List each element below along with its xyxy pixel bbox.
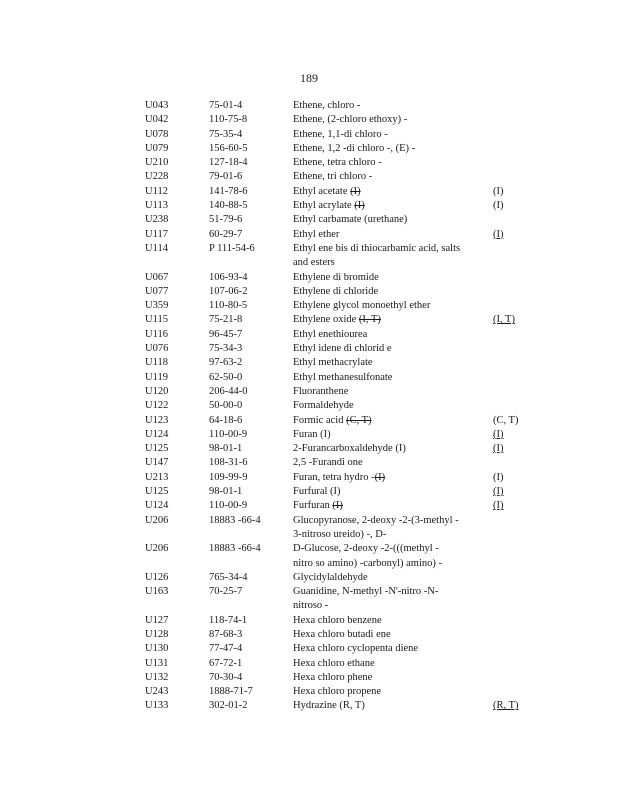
page-number: 189: [300, 71, 318, 85]
table-row: [0, 499, 618, 513]
substance-name: Ethyl enethiourea: [293, 328, 368, 340]
hazard-code: (I, T): [493, 314, 515, 326]
substance-name: Ethylene di bromide: [293, 271, 379, 283]
waste-code: U359: [145, 300, 169, 312]
table-row: [0, 271, 618, 285]
table-row: [0, 542, 618, 571]
table-row: [0, 685, 618, 699]
cas-number: 109-99-9: [209, 471, 248, 483]
cas-number: 67-72-1: [209, 657, 243, 669]
substance-name: Ethene, 1,1-di chloro -: [293, 128, 388, 140]
table-row: [0, 642, 618, 656]
waste-code: U125: [145, 443, 169, 455]
cas-number: 60-29-7: [209, 228, 243, 240]
cas-number: 79-01-6: [209, 171, 243, 183]
substance-name: Furan, tetra hydro -(I): [293, 471, 386, 483]
table-row: [0, 671, 618, 685]
substance-name: Ethene, (2-chloro ethoxy) -: [293, 114, 408, 126]
waste-code: U043: [145, 100, 169, 111]
substance-name: Ethyl methacrylate: [293, 357, 373, 369]
cas-number: 156-60-5: [209, 142, 248, 154]
table-row: [0, 313, 618, 327]
cas-number: 64-18-6: [209, 414, 243, 426]
substance-name: Hexa chloro cyclopenta diene: [293, 643, 419, 655]
struck-hazard-code: (C, T): [346, 414, 372, 426]
cas-number: 77-47-4: [209, 643, 243, 655]
cas-number: 70-30-4: [209, 671, 243, 683]
table-row: [0, 185, 618, 199]
struck-hazard-code: (I, T): [358, 314, 381, 326]
table-row: [0, 213, 618, 227]
table-row: [0, 471, 618, 485]
substance-name: Ethene, chloro -: [293, 100, 361, 111]
substance-name: Ethyl acrylate (I): [293, 200, 365, 212]
waste-code: U163: [145, 586, 169, 598]
hazard-code: (I): [493, 471, 504, 483]
cas-number: 18883 -66-4: [209, 514, 261, 526]
waste-code: U238: [145, 214, 169, 226]
substance-name: Guanidine, N-methyl -N'-nitro -N-: [293, 586, 439, 598]
waste-code: U131: [145, 657, 169, 669]
waste-code: U128: [145, 628, 169, 640]
table-row: [0, 128, 618, 142]
waste-code: U127: [145, 614, 169, 626]
table-row: [0, 328, 618, 342]
waste-code: U042: [145, 114, 169, 126]
cas-number: 50-00-0: [209, 400, 243, 412]
substance-name: Ethylene glycol monoethyl ether: [293, 300, 431, 312]
table-row: [0, 414, 618, 428]
cas-number: 127-18-4: [209, 157, 248, 169]
table-row: [0, 514, 618, 543]
waste-code: U122: [145, 400, 169, 412]
substance-name: Hexa chloro butadi ene: [293, 628, 391, 640]
substance-name: Ethyl acetate (I): [293, 185, 361, 197]
table-row: [0, 113, 618, 127]
hazard-code: (I): [493, 486, 504, 498]
substance-name: 3-nitroso ureido) -, D-: [293, 528, 387, 540]
table-row: [0, 342, 618, 356]
cas-number: 1888-71-7: [209, 686, 253, 698]
waste-code: U120: [145, 385, 169, 397]
cas-number: P 111-54-6: [209, 242, 255, 254]
waste-code: U228: [145, 171, 169, 183]
substance-name: Hydrazine (R, T): [293, 700, 365, 712]
waste-code: U076: [145, 343, 169, 355]
waste-code: U206: [145, 543, 169, 555]
cas-number: 75-34-3: [209, 343, 243, 355]
substance-name: Glycidylaldehyde: [293, 571, 368, 583]
substance-name: Glucopyranose, 2-deoxy -2-(3-methyl -: [293, 514, 459, 526]
waste-code: U210: [145, 157, 169, 169]
cas-number: 107-06-2: [209, 285, 248, 297]
waste-code: U213: [145, 471, 169, 483]
cas-number: 110-00-9: [209, 500, 248, 512]
waste-code: U079: [145, 142, 169, 154]
table-row: [0, 385, 618, 399]
cas-number: 98-01-1: [209, 486, 243, 498]
table-row: [0, 442, 618, 456]
waste-code: U116: [145, 328, 168, 340]
substance-name: Furfural (I): [293, 486, 341, 498]
waste-code: U243: [145, 686, 169, 698]
table-row: [0, 199, 618, 213]
substance-name: Ethyl ether: [293, 228, 340, 240]
cas-number: 110-00-9: [209, 428, 248, 440]
substance-name: nitro so amino) -carbonyl) amino) -: [293, 557, 442, 569]
waste-code: U117: [145, 228, 168, 240]
table-row: [0, 399, 618, 413]
table-row: [0, 299, 618, 313]
waste-code: U078: [145, 128, 169, 140]
table-row: [0, 371, 618, 385]
cas-number: 302-01-2: [209, 700, 248, 712]
hazard-code: (I): [493, 500, 504, 512]
cas-number: 765-34-4: [209, 571, 248, 583]
substance-name: Hexa chloro benzene: [293, 614, 382, 626]
cas-number: 108-31-6: [209, 457, 248, 469]
hazard-code: (I): [493, 200, 504, 212]
table-row: [0, 657, 618, 671]
substance-name: nitroso -: [293, 600, 329, 612]
table-row: [0, 156, 618, 170]
cas-number: 75-21-8: [209, 314, 243, 326]
cas-number: 98-01-1: [209, 443, 243, 455]
waste-code: U118: [145, 357, 168, 369]
waste-code: U124: [145, 500, 169, 512]
table-row: [0, 571, 618, 585]
substance-name: Ethene, 1,2 -di chloro -, (E) -: [293, 142, 416, 154]
hazard-code: (I): [493, 428, 504, 440]
substance-name: 2,5 -Furandi one: [293, 457, 363, 469]
cas-number: 141-78-6: [209, 185, 248, 197]
hazard-code: (I): [493, 228, 504, 240]
struck-hazard-code: (I): [374, 471, 386, 483]
cas-number: 75-01-4: [209, 100, 243, 111]
waste-code: U125: [145, 486, 169, 498]
waste-code: U123: [145, 414, 169, 426]
table-row: [0, 228, 618, 242]
table-row: [0, 456, 618, 470]
struck-hazard-code: (I): [354, 200, 365, 212]
substance-name: Furfuran (I): [293, 500, 343, 512]
substance-name: Ethylene di chloride: [293, 285, 379, 297]
struck-hazard-code: (I): [350, 185, 361, 197]
waste-code: U133: [145, 700, 169, 712]
cas-number: 206-44-0: [209, 385, 248, 397]
substance-name: Ethyl carbamate (urethane): [293, 214, 408, 226]
table-row: [0, 99, 618, 113]
cas-number: 75-35-4: [209, 128, 243, 140]
waste-code: U077: [145, 285, 169, 297]
cas-number: 118-74-1: [209, 614, 248, 626]
table-row: [0, 356, 618, 370]
cas-number: 96-45-7: [209, 328, 243, 340]
cas-number: 62-50-0: [209, 371, 243, 383]
table-row: [0, 585, 618, 614]
waste-code: U119: [145, 371, 168, 383]
hazard-code: (C, T): [493, 414, 519, 426]
substance-name: Formaldehyde: [293, 400, 354, 412]
table-row: [0, 142, 618, 156]
waste-code: U124: [145, 428, 169, 440]
substance-name: Formic acid (C, T): [293, 414, 372, 426]
waste-code: U130: [145, 643, 169, 655]
substance-name: Ethene, tetra chloro -: [293, 157, 382, 169]
waste-code: U114: [145, 242, 168, 254]
substance-name: Ethene, tri chloro -: [293, 171, 373, 183]
substance-name: Ethylene oxide (I, T): [293, 314, 381, 326]
substance-name: 2-Furancarboxaldehyde (I): [293, 443, 406, 455]
cas-number: 70-25-7: [209, 586, 243, 598]
substance-name: D-Glucose, 2-deoxy -2-(((methyl -: [293, 543, 439, 555]
cas-number: 87-68-3: [209, 628, 243, 640]
waste-code: U067: [145, 271, 169, 283]
table-row: [0, 428, 618, 442]
table-row: [0, 285, 618, 299]
cas-number: 97-63-2: [209, 357, 243, 369]
cas-number: 106-93-4: [209, 271, 248, 283]
substance-name: and esters: [293, 257, 335, 269]
table-row: [0, 242, 618, 271]
substance-name: Furan (I): [293, 428, 331, 440]
waste-code: U206: [145, 514, 169, 526]
hazard-code: (I): [493, 443, 504, 455]
waste-code: U132: [145, 671, 169, 683]
waste-code: U112: [145, 185, 168, 197]
waste-code-table: [0, 99, 618, 714]
cas-number: 18883 -66-4: [209, 543, 261, 555]
substance-name: Hexa chloro phene: [293, 671, 373, 683]
substance-name: Ethyl idene di chlorid e: [293, 343, 392, 355]
substance-name: Ethyl ene bis di thiocarbamic acid, salts: [293, 242, 461, 254]
struck-hazard-code: (I): [332, 500, 343, 512]
waste-code: U113: [145, 200, 168, 212]
hazard-code: (I): [493, 185, 504, 197]
substance-name: Fluoranthene: [293, 385, 349, 397]
cas-number: 110-75-8: [209, 114, 248, 126]
hazard-code: (R, T): [493, 700, 519, 712]
cas-number: 140-88-5: [209, 200, 248, 212]
table-row: [0, 170, 618, 184]
cas-number: 51-79-6: [209, 214, 243, 226]
table-row: [0, 485, 618, 499]
waste-code: U147: [145, 457, 169, 469]
waste-code: U115: [145, 314, 168, 326]
table-row: [0, 699, 618, 713]
substance-name: Ethyl methanesulfonate: [293, 371, 393, 383]
cas-number: 110-80-5: [209, 300, 248, 312]
waste-code: U126: [145, 571, 169, 583]
table-row: [0, 614, 618, 628]
table-row: [0, 628, 618, 642]
substance-name: Hexa chloro propene: [293, 686, 382, 698]
substance-name: Hexa chloro ethane: [293, 657, 375, 669]
